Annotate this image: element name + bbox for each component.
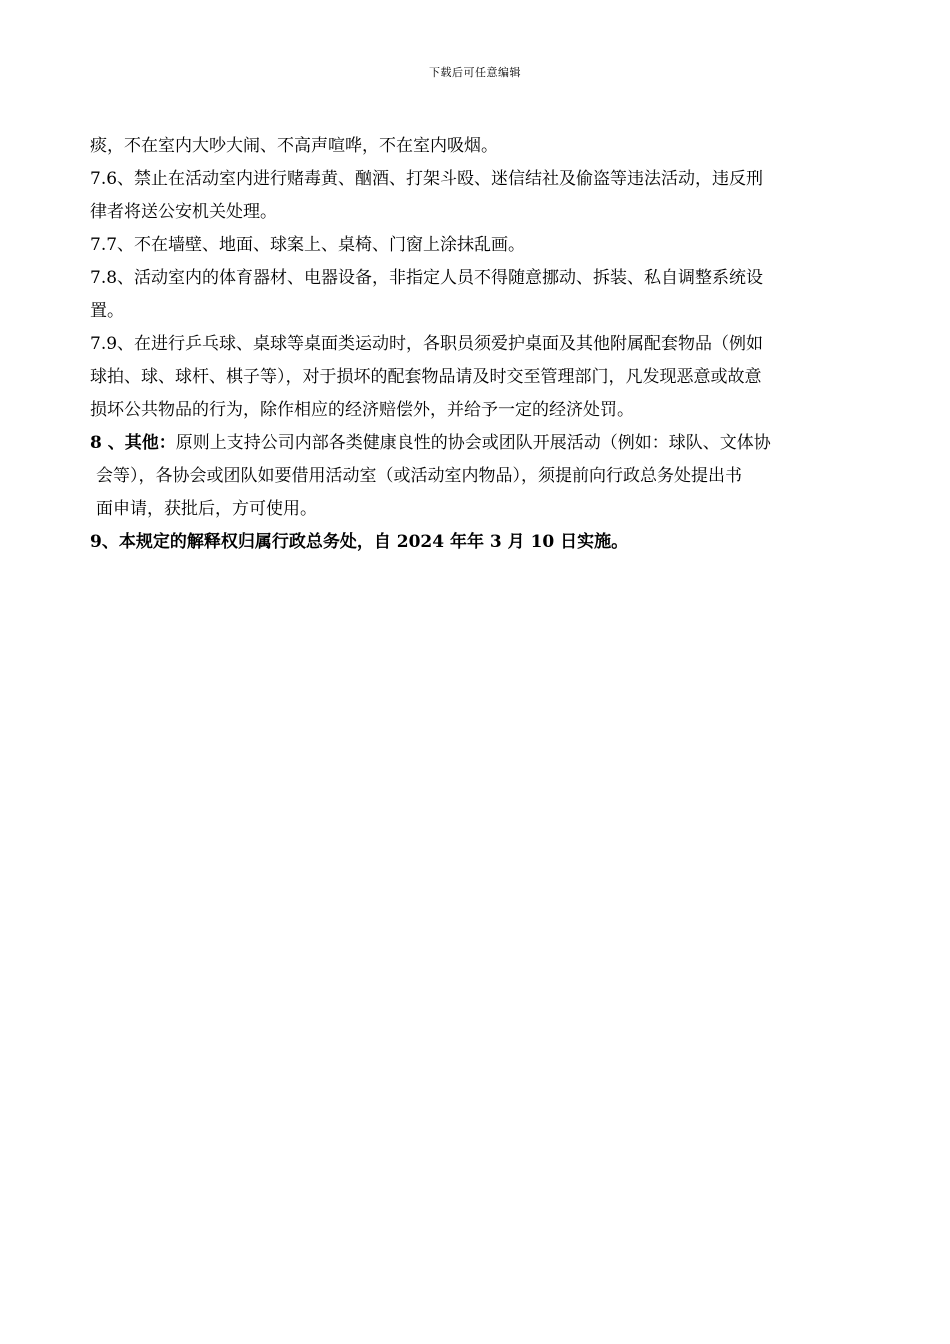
page-header: 下载后可任意编辑 <box>429 66 521 79</box>
paragraph-line: 7.7、不在墙壁、地面、球案上、桌椅、门窗上涂抹乱画。 <box>90 235 526 255</box>
paragraph-line: 球拍、球、球杆、棋子等），对于损坏的配套物品请及时交至管理部门，凡发现恶意或故意 <box>90 367 762 387</box>
paragraph-line: 损坏公共物品的行为，除作相应的经济赔偿外，并给予一定的经济处罚。 <box>90 400 634 420</box>
section-8-text: 原则上支持公司内部各类健康良性的协会或团队开展活动（例如：球队、文体协 <box>175 433 771 453</box>
paragraph-line: 7.6、禁止在活动室内进行赌毒黄、酗酒、打架斗殴、迷信结社及偷盗等违法活动，违反刑 <box>90 169 764 189</box>
paragraph-line: 7.9、在进行乒乓球、桌球等桌面类运动时，各职员须爱护桌面及其他附属配套物品（例如 <box>90 334 764 354</box>
paragraph-line: 7.8、活动室内的体育器材、电器设备，非指定人员不得随意挪动、拆装、私自调整系统设 <box>90 268 764 288</box>
paragraph-line: 痰，不在室内大吵大闹、不高声喧哗，不在室内吸烟。 <box>90 136 498 156</box>
paragraph-line: 律者将送公安机关处理。 <box>90 202 277 222</box>
section-8-line <box>90 427 860 460</box>
section-9-line: 9、本规定的解释权归属行政总务处，自 2024 年年 3 月 10 日实施。 <box>90 532 629 552</box>
section-8-heading: 8 、其他： <box>90 433 176 453</box>
document-body <box>90 130 860 559</box>
paragraph-line: 置。 <box>90 301 124 321</box>
paragraph-line: 会等），各协会或团队如要借用活动室（或活动室内物品），须提前向行政总务处提出书 <box>96 466 742 486</box>
paragraph-line: 面申请，获批后，方可使用。 <box>96 499 317 519</box>
